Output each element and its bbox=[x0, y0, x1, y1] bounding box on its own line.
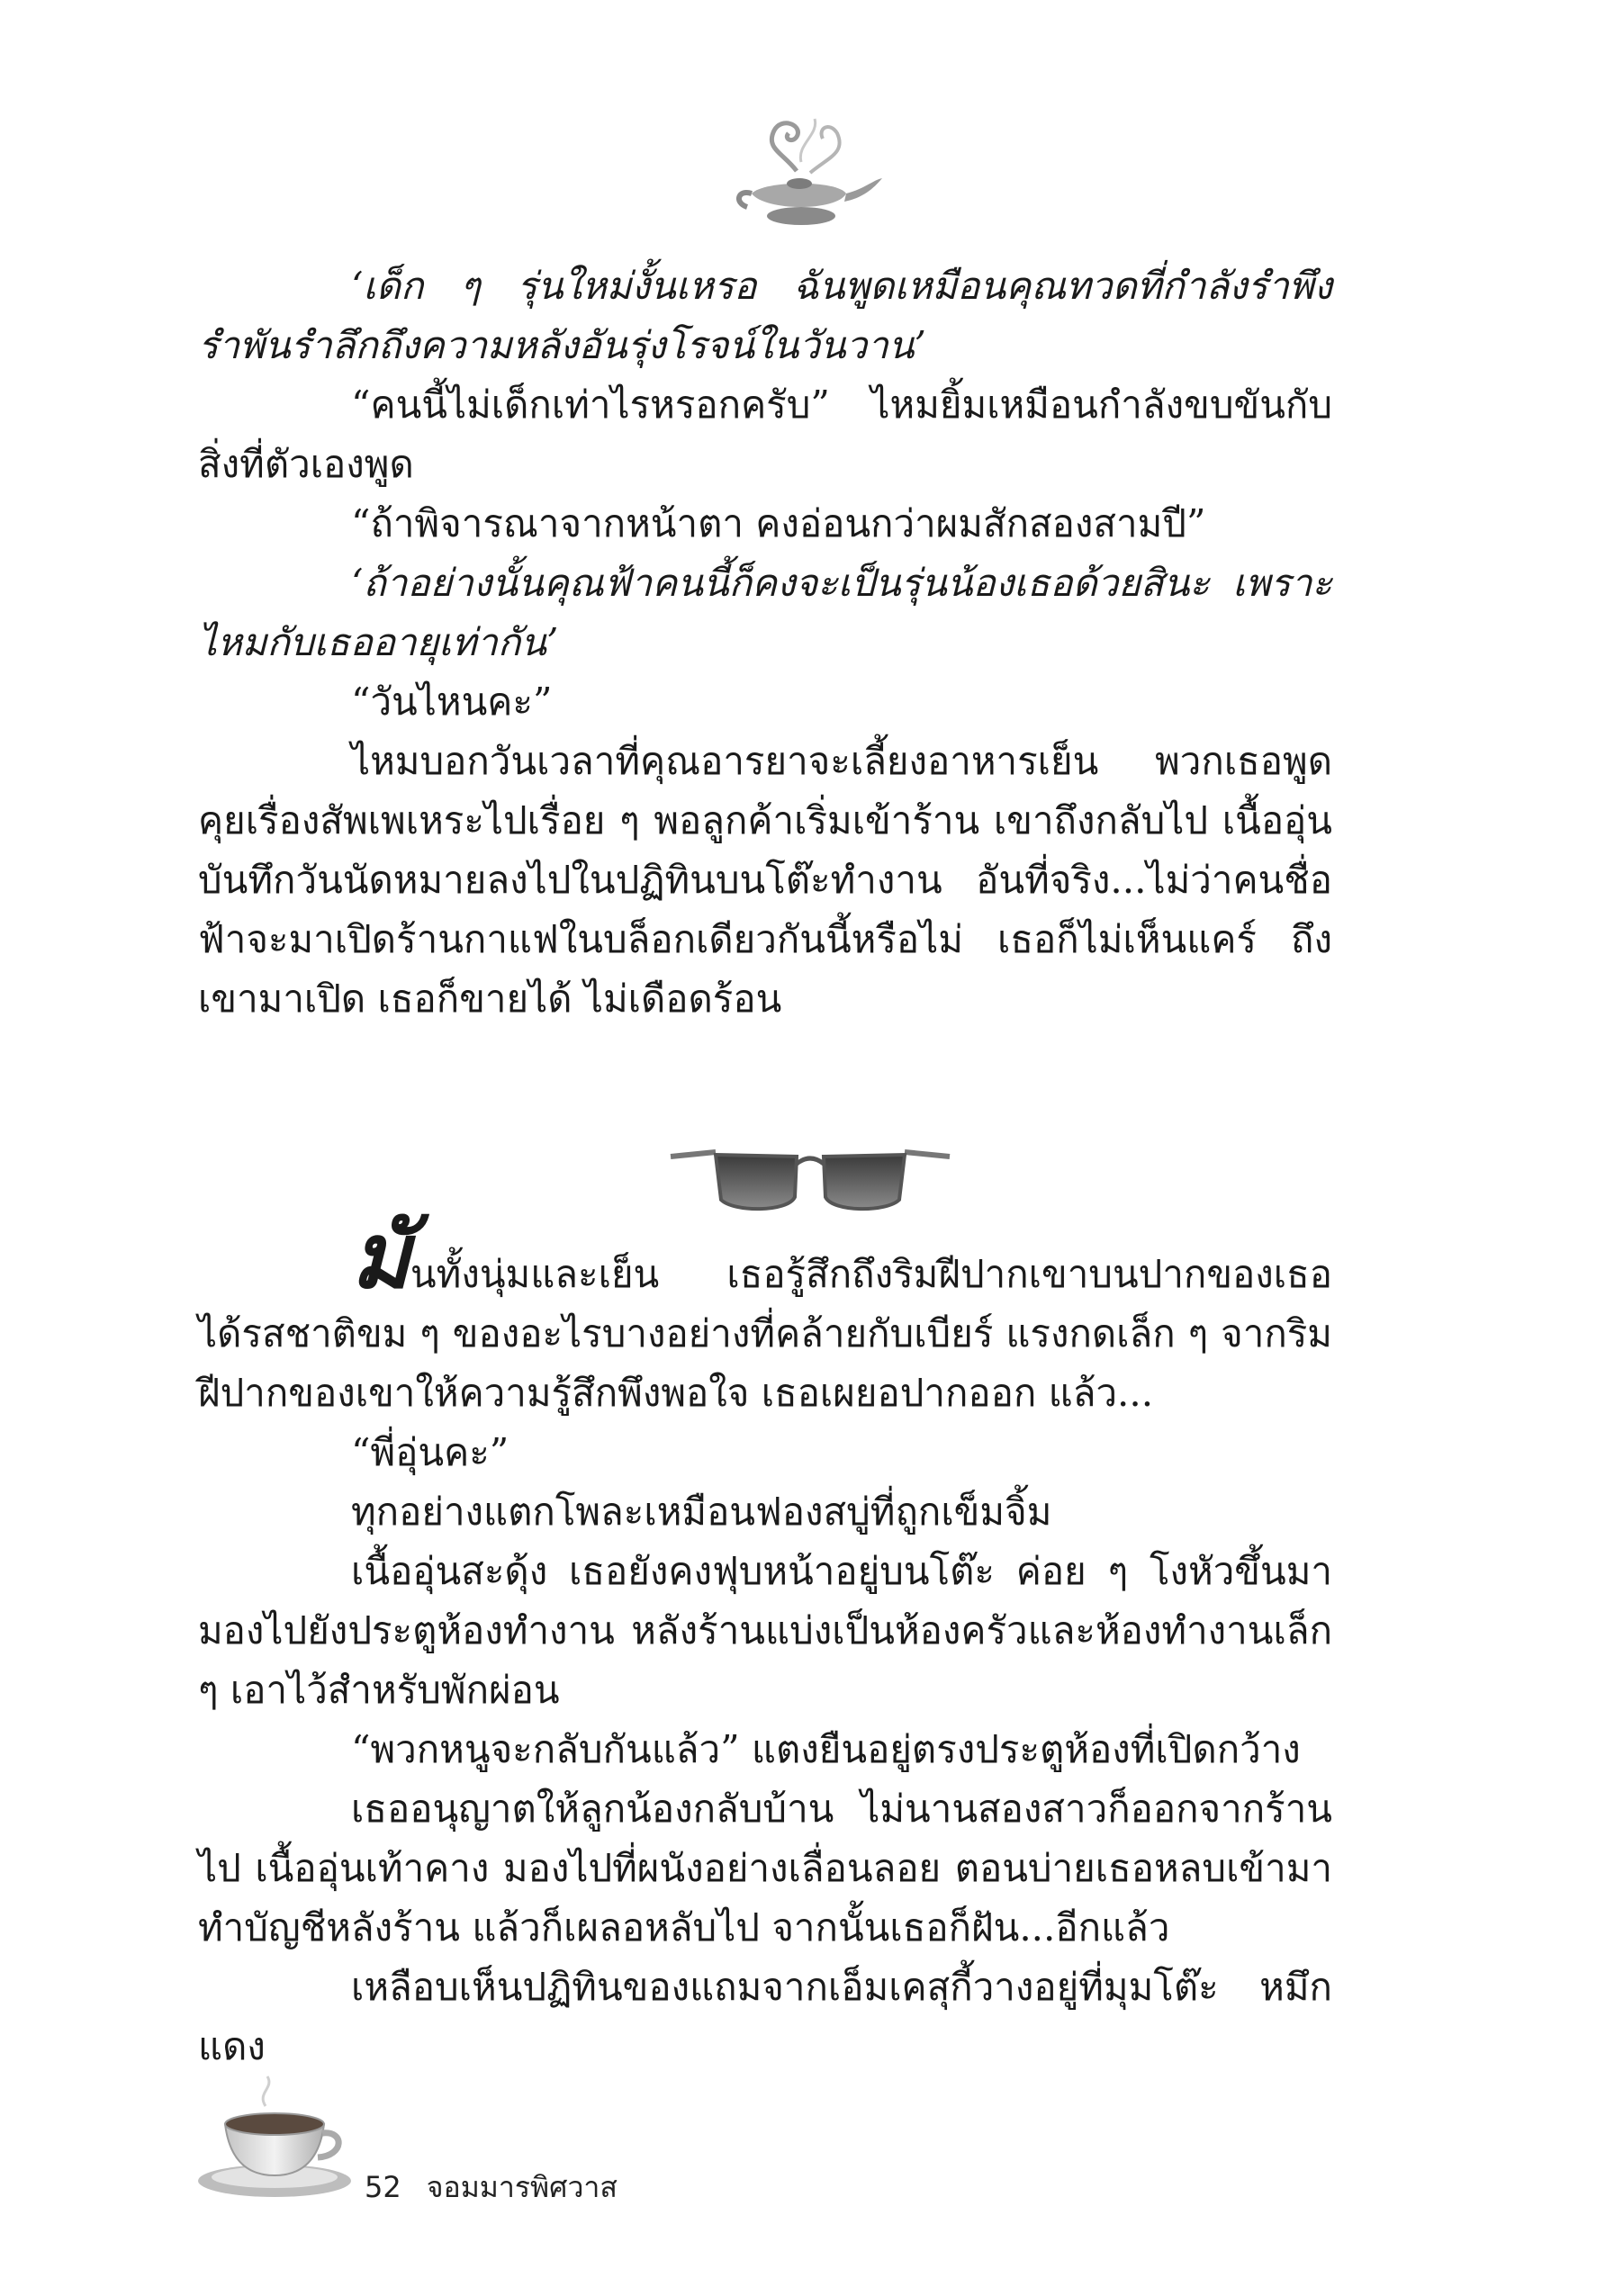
paragraph: เนื้ออุ่นสะดุ้ง เธอยังคงฟุบหน้าอยู่บนโต๊ะ ค่อย ๆ โงหัวขึ้นมามองไปยังประตูห้องทำงาน หลังร้านแบ่งเป็นห้องครัวและห้องทำงานเล็ก ๆ เอาไว้สำหรับพักผ่อน bbox=[198, 1549, 1332, 1712]
paragraph: ทุกอย่างแตกโพละเหมือนฟองสบู่ที่ถูกเข็มจิ้ม bbox=[351, 1490, 1052, 1534]
paragraph-dropcap bbox=[198, 1202, 1332, 1423]
page-footer bbox=[365, 2165, 618, 2210]
paragraph: เธออนุญาตให้ลูกน้องกลับบ้าน ไม่นานสองสาวก็ออกจากร้านไป เนื้ออุ่นเท้าคาง มองไปที่ผนังอย่างเลื่อนลอย ตอนบ่ายเธอหลบเข้ามาทำบัญชีหลังร้าน แล้วก็เผลอหลับไป จากนั้นเธอก็ฝัน...อีกแล้ว bbox=[198, 1787, 1332, 1949]
drop-cap: มั bbox=[351, 1202, 410, 1309]
sunglasses-icon bbox=[662, 1130, 959, 1229]
paragraph: “คนนี้ไม่เด็กเท่าไรหรอกครับ” ไหมยิ้มเหมือนกำลังขบขันกับสิ่งที่ตัวเองพูด bbox=[198, 383, 1332, 486]
page-number: 52 bbox=[365, 2170, 401, 2204]
paragraph: “ถ้าพิจารณาจากหน้าตา คงอ่อนกว่าผมสักสองสามปี” bbox=[351, 501, 1206, 545]
paragraph: ‘ถ้าอย่างนั้นคุณฟ้าคนนี้ก็คงจะเป็นรุ่นน้องเธอด้วยสินะ เพราะไหมกับเธออายุเท่ากัน’ bbox=[198, 561, 1332, 664]
paragraph: “พี่อุ่นคะ” bbox=[351, 1430, 509, 1474]
paragraph: ‘เด็ก ๆ รุ่นใหม่งั้นเหรอ ฉันพูดเหมือนคุณทวดที่กำลังรำพึงรำพันรำลึกถึงความหลังอันรุ่งโรจน์ในวันวาน’ bbox=[198, 264, 1332, 367]
book-title: จอมมารพิศวาส bbox=[426, 2170, 618, 2204]
text-block-1 bbox=[198, 257, 1332, 1029]
paragraph: “พวกหนูจะกลับกันแล้ว” แตงยืนอยู่ตรงประตูห้องที่เปิดกว้าง bbox=[351, 1727, 1301, 1771]
paragraph: เหลือบเห็นปฏิทินของแถมจากเอ็มเคสุกี้วางอยู่ที่มุมโต๊ะ หมึกแดง bbox=[198, 1965, 1332, 2068]
text-block-2 bbox=[198, 1202, 1332, 2076]
paragraph-text: นทั้งนุ่มและเย็น เธอรู้สึกถึงริมฝีปากเขาบนปากของเธอ ได้รสชาติขม ๆ ของอะไรบางอย่างที่คล้ายกับเบียร์ แรงกดเล็ก ๆ จากริมฝีปากของเขาให้ความรู้สึกพึงพอใจ เธอเผยอปากออก แล้ว... bbox=[198, 1252, 1332, 1415]
genie-lamp-icon bbox=[711, 108, 891, 234]
coffee-cup-icon bbox=[194, 2075, 356, 2201]
paragraph: “วันไหนคะ” bbox=[351, 680, 553, 724]
paragraph: ไหมบอกวันเวลาที่คุณอารยาจะเลี้ยงอาหารเย็น พวกเธอพูดคุยเรื่องสัพเพเหระไปเรื่อย ๆ พอลูกค้าเริ่มเข้าร้าน เขาถึงกลับไป เนื้ออุ่นบันทึกวันนัดหมายลงไปในปฏิทินบนโต๊ะทำงาน อันที่จริง...ไม่ว่าคนชื่อฟ้าจะมาเปิดร้านกาแฟในบล็อกเดียวกันนี้หรือไม่ เธอก็ไม่เห็นแคร์ ถึงเขามาเปิด เธอก็ขายได้ ไม่เดือดร้อน bbox=[198, 739, 1332, 1021]
